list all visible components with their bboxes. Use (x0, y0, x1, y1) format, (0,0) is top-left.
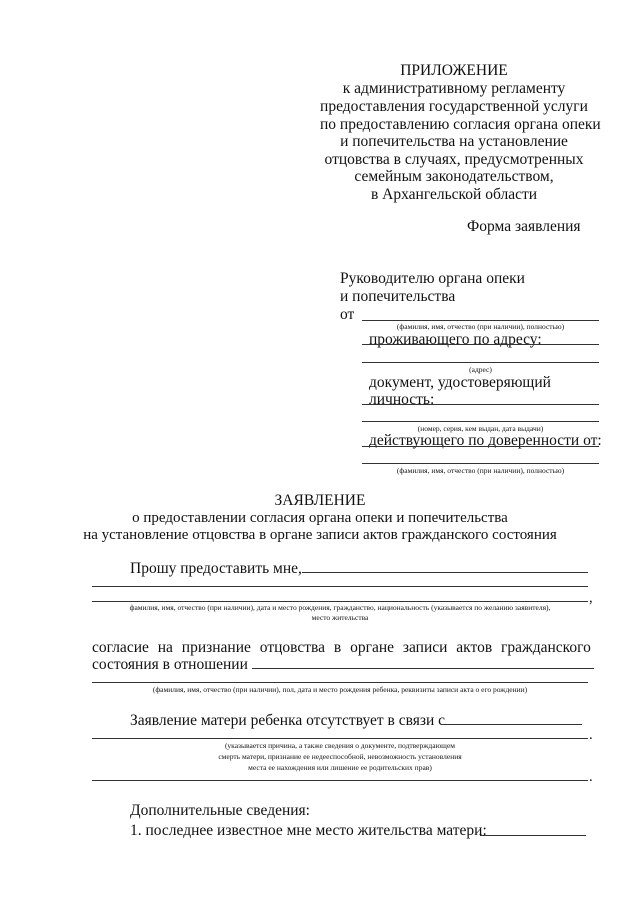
doc-label: личность: (369, 391, 435, 408)
address-label: проживающего по адресу: (369, 331, 542, 348)
applicant-input-line[interactable] (92, 601, 588, 602)
addressee-line: Руководителю органа опеки (340, 270, 525, 287)
address-input-line[interactable] (362, 362, 599, 363)
proxy-label: действующего по доверенности от: (369, 432, 602, 449)
mother-reason-line[interactable] (92, 738, 588, 739)
doc-input-line[interactable] (362, 421, 599, 422)
request-label: Прошу предоставить мне, (130, 560, 302, 577)
statement-subtitle: о предоставлении согласия органа опеки и попечительства (132, 510, 508, 526)
reason-caption: места ее нахождения или лишение ее родительских прав) (248, 763, 432, 772)
applicant-input-line[interactable] (302, 572, 588, 573)
reason-caption: (указывается причина, а также сведения о документе, подтверждающем (224, 741, 456, 750)
form-label: Форма заявления (467, 218, 581, 235)
applicant-input-line[interactable] (92, 586, 588, 587)
appendix-line: отцовства в случаях, предусмотренных (324, 151, 584, 168)
child-input-line[interactable] (252, 668, 594, 669)
proxy-caption: (фамилия, имя, отчество (при наличии), полностью) (396, 466, 565, 475)
proxy-input-line[interactable] (362, 463, 599, 464)
appendix-line: предоставления государственной услуги (320, 98, 588, 115)
appendix-title: ПРИЛОЖЕНИЕ (400, 62, 508, 79)
from-input-line[interactable] (362, 320, 599, 321)
applicant-caption: фамилия, имя, отчество (при наличии), дата и место рождения, гражданство, национальность (указывается по желанию заявителя), (129, 603, 551, 612)
appendix-line: к административному регламенту (342, 80, 566, 97)
mother-reason-line[interactable] (442, 724, 582, 725)
reason-period: . (589, 769, 593, 785)
applicant-comma: , (589, 590, 593, 606)
reason-caption: смерть матери, признание ее недееспособной, невозможность установления (218, 752, 462, 761)
applicant-caption: место жительства (311, 613, 369, 622)
from-label: от (340, 306, 355, 323)
appendix-line: семейным законодательством, (354, 168, 554, 185)
additional-label: Дополнительные сведения: (130, 802, 310, 819)
doc-caption: (номер, серия, кем выдан, дата выдачи) (417, 424, 544, 433)
additional-item: 1. последнее известное мне место жительства матери: (130, 822, 487, 839)
mother-address-input-line[interactable] (480, 835, 586, 836)
address-underline[interactable] (362, 344, 599, 345)
appendix-line: по предоставлению согласия органа опеки (320, 116, 601, 133)
mother-period: . (589, 727, 593, 743)
doc-label: документ, удостоверяющий (369, 374, 551, 391)
proxy-underline[interactable] (362, 446, 599, 447)
appendix-line: и попечительства на установление (340, 133, 568, 150)
statement-subtitle: на установление отцовства в органе записи актов гражданского состояния (83, 527, 557, 543)
mother-label: Заявление матери ребенка отсутствует в связи с (130, 712, 446, 729)
from-caption: (фамилия, имя, отчество (при наличии), полностью) (396, 322, 565, 331)
doc-underline[interactable] (362, 404, 599, 405)
statement-title: ЗАЯВЛЕНИЕ (274, 492, 366, 509)
address-caption: (адрес) (469, 365, 492, 374)
addressee-line: и попечительства (340, 288, 456, 305)
consent-text: согласие на признание отцовства в органе записи актов гражданского (92, 639, 591, 656)
appendix-line: в Архангельской области (370, 186, 538, 203)
consent-text: состояния в отношении (92, 656, 248, 673)
reason-input-line[interactable] (92, 780, 588, 781)
child-caption: (фамилия, имя, отчество (при наличии), пол, дата и место рождения ребенка, реквизиты записи акта о его рождении) (152, 685, 528, 694)
child-input-line[interactable] (92, 682, 588, 683)
